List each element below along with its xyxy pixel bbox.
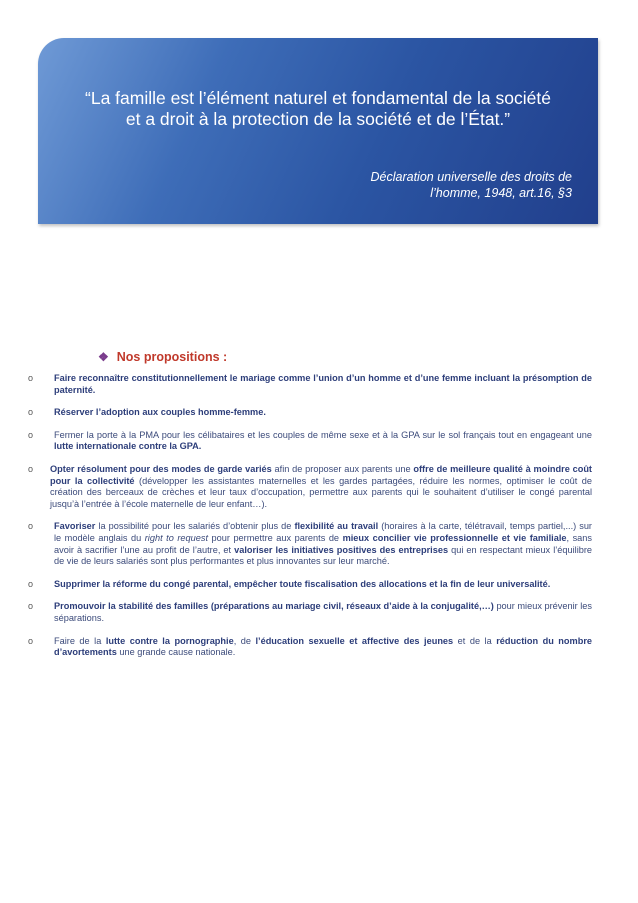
proposal-8-text-1: Faire de la	[54, 635, 106, 646]
proposal-5-emphasis-2: mieux concilier vie professionnelle et vie familiale	[342, 532, 567, 543]
proposal-item-7	[28, 601, 592, 624]
proposal-8-text-3: et de la	[453, 635, 497, 646]
list-bullet: o	[28, 521, 34, 532]
quote-source-line-1: Déclaration universelle des droits de	[370, 170, 572, 184]
proposal-5-emphasis-3: valoriser les initiatives positives des entreprises	[234, 544, 449, 555]
proposal-item-2	[28, 407, 592, 419]
list-bullet: o	[28, 373, 34, 383]
proposal-8-text-4: une grande cause nationale.	[116, 647, 236, 658]
quote-source	[332, 169, 572, 201]
proposal-7-text: pour mieux prévenir les séparations.	[54, 601, 592, 623]
proposal-7-emphasis: Promouvoir la stabilité des familles (préparations au mariage civil, réseaux d’aide à la conjugalité,…)	[54, 601, 494, 612]
list-bullet: o	[28, 429, 34, 440]
proposal-item-6	[28, 579, 592, 591]
quote-banner	[38, 38, 598, 224]
proposals-list	[28, 373, 592, 670]
proposal-5-text-3: pour permettre aux parents de	[208, 532, 343, 543]
list-bullet: o	[28, 463, 34, 474]
list-bullet: o	[28, 578, 34, 589]
proposal-item-4	[28, 464, 592, 510]
diamond-bullet-icon: ❖	[98, 350, 109, 364]
proposal-8-emphasis-2: l’éducation sexuelle et affective des jeunes	[255, 635, 454, 646]
proposal-item-5	[28, 521, 592, 567]
banner-quote: “La famille est l’élément naturel et fondamental de la société et a droit à la protection de la société et de l’État.”	[85, 88, 551, 129]
proposal-5-text-4: , sans avoir à sacrifier l’une au profit de l’autre, et	[54, 532, 592, 555]
section-title-text: Nos propositions :	[116, 350, 228, 364]
proposal-1-text: Faire reconnaître constitutionnellement le mariage comme l’union d’un homme et d’une femme incluant la présomption de paternité.	[54, 373, 592, 395]
proposal-5-text-2: (horaires à la carte, télétravail, temps partiel,...) sur le modèle anglais du	[54, 521, 592, 543]
proposal-6-text: Supprimer la réforme du congé parental, empêcher toute fiscalisation des allocations et la fin de leur universalité.	[54, 578, 551, 589]
proposal-item-1	[28, 373, 592, 396]
proposal-4-text-1: afin de proposer aux parents une	[271, 463, 414, 474]
proposal-4-lead: Opter résolument pour des modes de garde variés	[50, 463, 272, 474]
proposal-4-emphasis: offre de meilleure qualité à moindre coût pour la collectivité	[50, 463, 592, 486]
proposal-5-emphasis-1: flexibilité au travail	[294, 521, 379, 532]
proposal-3-text: Fermer la porte à la PMA pour les célibataires et les couples de même sexe et à la GPA sur le sol français tout en engageant une	[54, 429, 592, 440]
proposal-item-3	[28, 430, 592, 453]
proposal-4-text-2: (développer les assistantes maternelles et les gardes partagées, réduire les normes, optimiser le coût de création des berceaux de crèches et leur taux d’occupation, permettre aux parents qui le souhaitent d’utiliser le congé parental jusqu’à l’entrée à l’école maternelle de leur enfant…).	[50, 475, 592, 509]
proposal-5-italic: right to request	[144, 532, 208, 543]
proposal-8-emphasis-3: réduction du nombre d’avortements	[54, 635, 592, 658]
section-title	[98, 350, 227, 364]
list-bullet: o	[28, 601, 34, 612]
list-bullet: o	[28, 407, 34, 418]
proposal-8-emphasis-1: lutte contre la pornographie	[105, 635, 234, 646]
quote-source-line-2: l’homme, 1948, art.16, §3	[430, 186, 572, 200]
proposal-8-text-2: , de	[233, 635, 256, 646]
proposal-item-8	[28, 636, 592, 659]
proposal-5-lead: Favoriser	[54, 521, 96, 532]
proposal-5-text-1: la possibilité pour les salariés d’obtenir plus de	[95, 521, 295, 532]
proposal-2-text: Réserver l’adoption aux couples homme-femme.	[54, 407, 266, 418]
proposal-3-emphasis: lutte internationale contre la GPA.	[54, 441, 202, 452]
proposal-5-text-5: qui en respectant mieux l’équilibre de vie de leurs salariés sont plus performantes et plus innovantes sur leur marché.	[54, 544, 593, 567]
list-bullet: o	[28, 635, 34, 646]
